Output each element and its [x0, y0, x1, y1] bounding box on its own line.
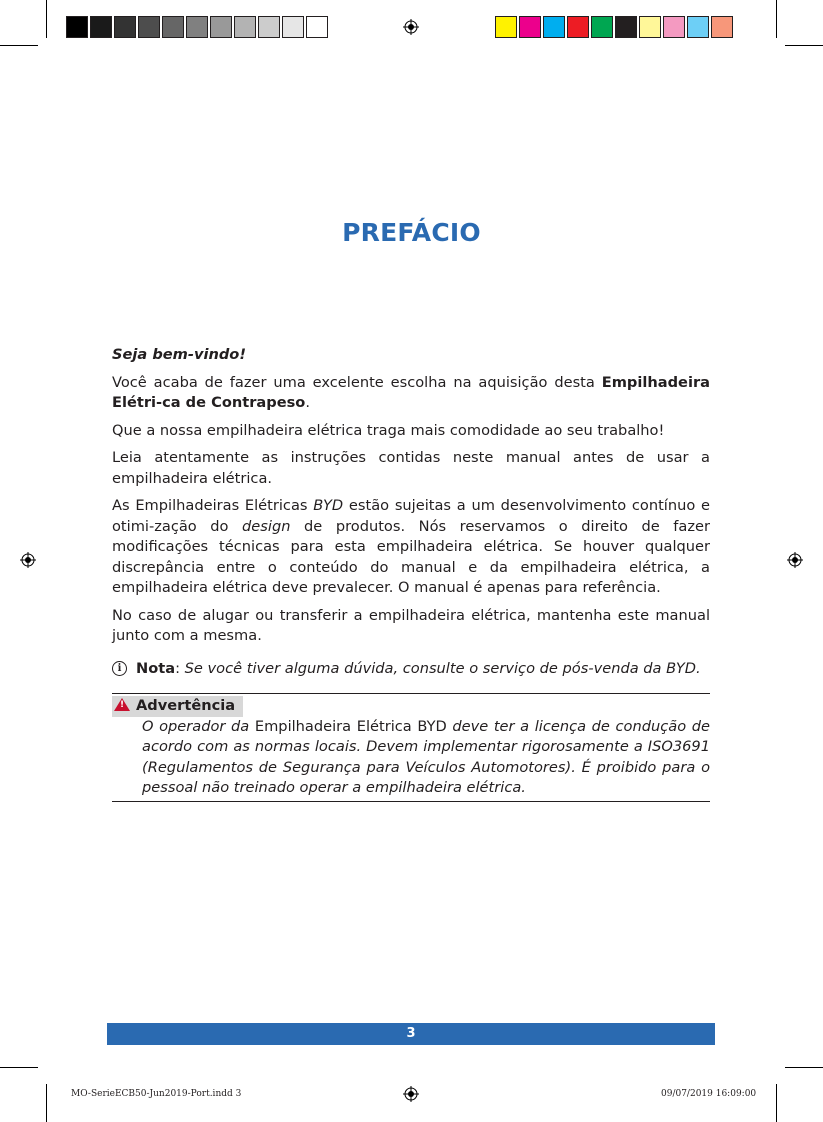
color-swatch — [138, 16, 160, 38]
page-number: 3 — [406, 1026, 416, 1041]
color-swatch — [258, 16, 280, 38]
dev-text-c: de produtos. Nós reservamos o direito de fazer modificações técnicas para esta empilhadeira elétrica. Se houver qualquer discrepância entre o conteúdo do manual e da empilhadeira elétrica, a empilhadeira elétrica deve prevalecer. O manual é apenas para referência. — [112, 517, 710, 596]
preface-body — [112, 345, 710, 802]
warning-text — [112, 717, 710, 799]
brand-name: BYD — [313, 497, 344, 514]
color-swatch — [186, 16, 208, 38]
slug-filename: MO-SerieECB50-Jun2019-Port.indd 3 — [71, 1089, 242, 1099]
crop-mark — [46, 1084, 47, 1122]
welcome-heading: Seja bem-vindo! — [112, 346, 246, 363]
page-number-bar — [107, 1023, 715, 1045]
crop-mark — [785, 1067, 823, 1068]
intro-end: . — [305, 394, 310, 411]
warning-header — [112, 696, 243, 717]
color-swatch — [234, 16, 256, 38]
color-swatch — [306, 16, 328, 38]
color-swatch — [282, 16, 304, 38]
color-swatch — [591, 16, 613, 38]
info-icon: i — [112, 661, 127, 676]
color-swatch — [567, 16, 589, 38]
intro-text: Você acaba de fazer uma excelente escolha na aquisição desta — [112, 373, 602, 391]
color-swatch — [615, 16, 637, 38]
paragraph-development — [112, 496, 710, 599]
color-swatch — [639, 16, 661, 38]
color-swatch — [519, 16, 541, 38]
note-label: Nota — [136, 659, 176, 677]
note — [112, 659, 710, 680]
color-swatch — [663, 16, 685, 38]
dev-text-b: estão sujeitas a um desenvolvimento contínuo e otimi-zação do — [112, 497, 710, 535]
color-swatch — [711, 16, 733, 38]
registration-mark-icon — [20, 552, 36, 568]
warning-text-a: O operador da — [142, 717, 255, 735]
registration-mark-icon — [787, 552, 803, 568]
warning-product: Empilhadeira Elétrica BYD — [254, 717, 447, 735]
warning-box — [112, 693, 710, 802]
paragraph-intro — [112, 373, 710, 414]
crop-mark — [0, 45, 38, 46]
page-title: PREFÁCIO — [342, 218, 481, 247]
product-name: Empilhadeira Elétri-ca de Contrapeso — [112, 373, 710, 411]
note-text: Se você tiver alguma dúvida, consulte o serviço de pós-venda da BYD. — [184, 659, 701, 677]
color-swatch — [90, 16, 112, 38]
color-swatch — [687, 16, 709, 38]
registration-mark-icon — [403, 1086, 419, 1102]
warning-label: Advertência — [136, 697, 236, 714]
warning-text-c: deve ter a licença de condução de acordo com as normas locais. Devem implementar rigorosamente a ISO3691 (Regulamentos de Segurança para Veículos Automotores). É proibido para o pessoal não treinado operar a empilhadeira elétrica. — [142, 717, 711, 796]
color-swatch — [114, 16, 136, 38]
color-swatch — [162, 16, 184, 38]
registration-mark-icon — [403, 19, 419, 35]
slug-timestamp: 09/07/2019 16:09:00 — [661, 1089, 757, 1099]
dev-text-a: As Empilhadeiras Elétricas — [112, 497, 314, 514]
color-swatch — [543, 16, 565, 38]
note-colon: : — [175, 659, 185, 677]
warning-triangle-icon: ! — [114, 698, 130, 711]
paragraph-comfort: Que a nossa empilhadeira elétrica traga mais comodidade ao seu trabalho! — [112, 421, 665, 439]
color-swatch — [210, 16, 232, 38]
crop-mark — [46, 0, 47, 38]
crop-mark — [785, 45, 823, 46]
crop-mark — [776, 0, 777, 38]
design-word: design — [242, 517, 291, 535]
crop-mark — [0, 1067, 38, 1068]
paragraph-instructions: Leia atentamente as instruções contidas neste manual antes de usar a empilhadeira elétrica. — [112, 449, 710, 487]
color-swatch — [495, 16, 517, 38]
color-swatch — [66, 16, 88, 38]
crop-mark — [776, 1084, 777, 1122]
paragraph-rental: No caso de alugar ou transferir a empilhadeira elétrica, mantenha este manual junto com a mesma. — [112, 606, 710, 644]
